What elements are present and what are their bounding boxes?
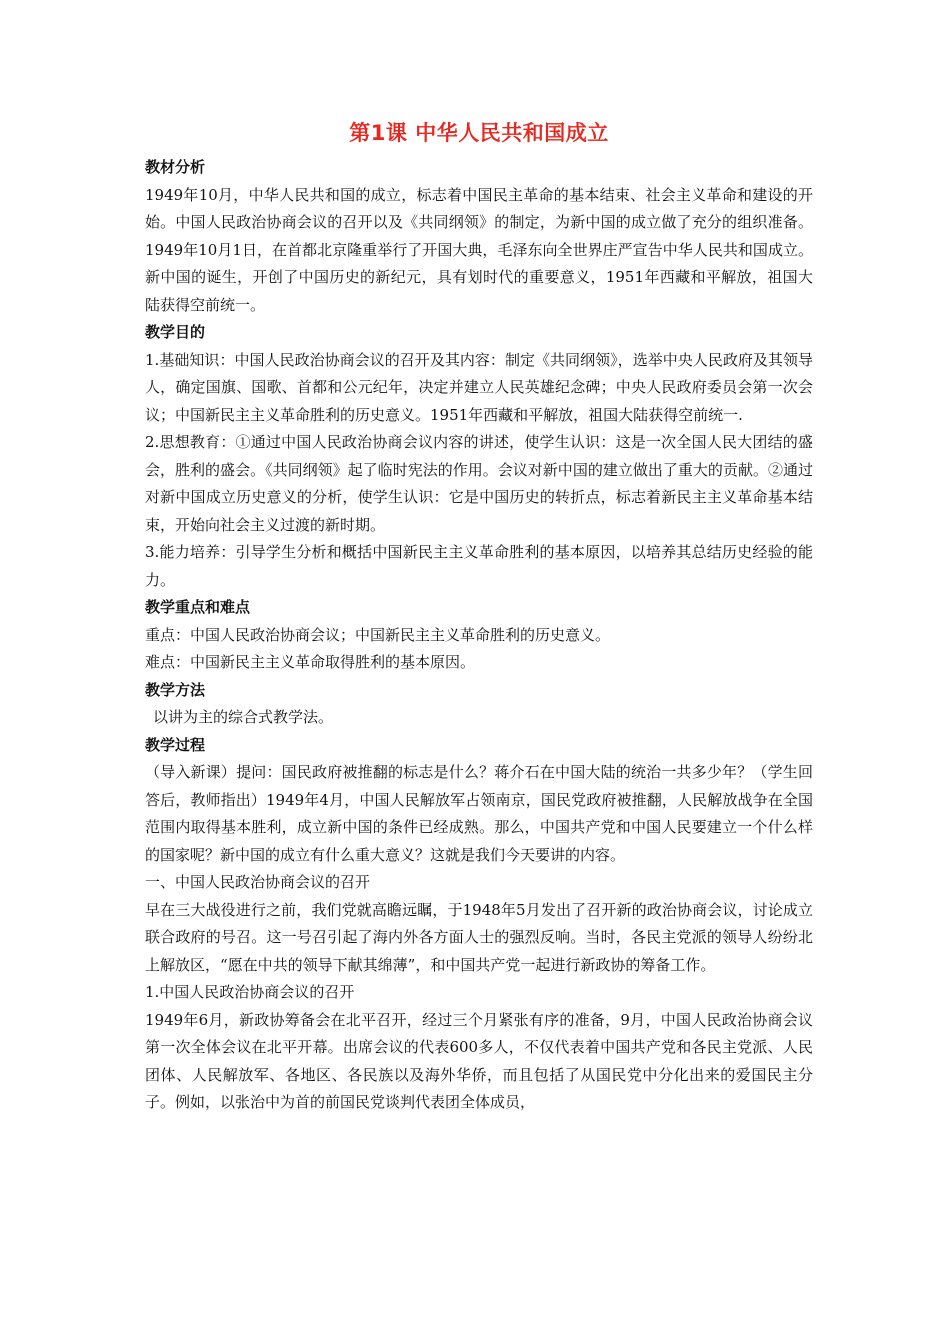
paragraph: 2.思想教育：①通过中国人民政治协商会议内容的讲述，使学生认识：这是一次全国人民大团结的盛会，胜利的盛会。《共同纲领》起了临时宪法的作用。会议对新中国的建立做出了重大的贡献。②通过对新中国成立历史意义的分析，使学生认识：它是中国历史的转折点，标志着新民主主义革命基本结束，开始向社会主义过渡的新时期。: [145, 433, 813, 534]
section-method: [145, 677, 813, 732]
paragraph: 早在三大战役进行之前，我们党就高瞻远瞩，于1948年5月发出了召开新的政治协商会议，讨论成立联合政府的号召。这一号召引起了海内外各方面人士的强烈反响。当时，各民主党派的领导人纷纷北上解放区，“愿在中共的领导下献其绵薄”，和中国共产党一起进行新政协的筹备工作。: [145, 900, 813, 974]
page-title: 第1课 中华人民共和国成立: [349, 121, 609, 145]
document-page: [145, 118, 813, 1117]
section-heading: 教材分析: [145, 158, 206, 176]
section-analysis: [145, 154, 813, 319]
section-goals: [145, 319, 813, 594]
paragraph: 重点：中国人民政治协商会议；中国新民主主义革命胜利的历史意义。: [145, 625, 611, 644]
section-heading: 教学重点和难点: [145, 598, 251, 616]
section-heading: 教学方法: [145, 680, 206, 699]
section-heading: 教学目的: [145, 323, 206, 341]
section-heading: 教学过程: [145, 735, 206, 754]
paragraph: 以讲为主的综合式教学法。: [153, 708, 334, 726]
paragraph: 1949年10月，中华人民共和国的成立，标志着中国民主革命的基本结束、社会主义革命和建设的开始。中国人民政治协商会议的召开以及《共同纲领》的制定，为新中国的成立做了充分的组织准备。1949年10月1日，在首都北京隆重举行了开国大典，毛泽东向全世界庄严宣告中华人民共和国成立。新中国的诞生，开创了中国历史的新纪元，具有划时代的重要意义，1951年西藏和平解放，祖国大陆获得空前统一。: [145, 185, 813, 314]
paragraph: 1949年6月，新政协筹备会在北平召开，经过三个月紧张有序的准备，9月，中国人民政治协商会议第一次全体会议在北平开幕。出席会议的代表600多人，不仅代表着中国共产党和各民主党派、人民团体、人民解放军、各地区、各民族以及海外华侨，而且包括了从国民党中分化出来的爱国民主分子。例如，以张治中为首的前国民党谈判代表团全体成员，: [145, 1010, 813, 1111]
subheading: 一、中国人民政治协商会议的召开: [145, 873, 371, 891]
paragraph: 难点：中国新民主主义革命取得胜利的基本原因。: [145, 653, 476, 671]
paragraph: （导入新课）提问：国民政府被推翻的标志是什么？蒋介石在中国大陆的统治一共多少年？（学生回答后，教师指出）1949年4月，中国人民解放军占领南京，国民党政府被推翻，人民解放战争在全国范围内取得基本胜利，成立新中国的条件已经成熟。那么，中国共产党和中国人民要建立一个什么样的国家呢？新中国的成立有什么重大意义？这就是我们今天要讲的内容。: [145, 763, 813, 864]
paragraph: 3.能力培养：引导学生分析和概括中国新民主主义革命胜利的基本原因，以培养其总结历史经验的能力。: [145, 543, 813, 589]
subheading: 1.中国人民政治协商会议的召开: [145, 983, 355, 1001]
section-process: [145, 732, 813, 1117]
paragraph: 1.基础知识：中国人民政治协商会议的召开及其内容：制定《共同纲领》，选举中央人民政府及其领导人，确定国旗、国歌、首都和公元纪年，决定并建立人民英雄纪念碑；中央人民政府委员会第一次会议；中国新民主主义革命胜利的历史意义。1951年西藏和平解放，祖国大陆获得空前统一.: [145, 350, 813, 424]
section-keypoints: [145, 594, 813, 677]
